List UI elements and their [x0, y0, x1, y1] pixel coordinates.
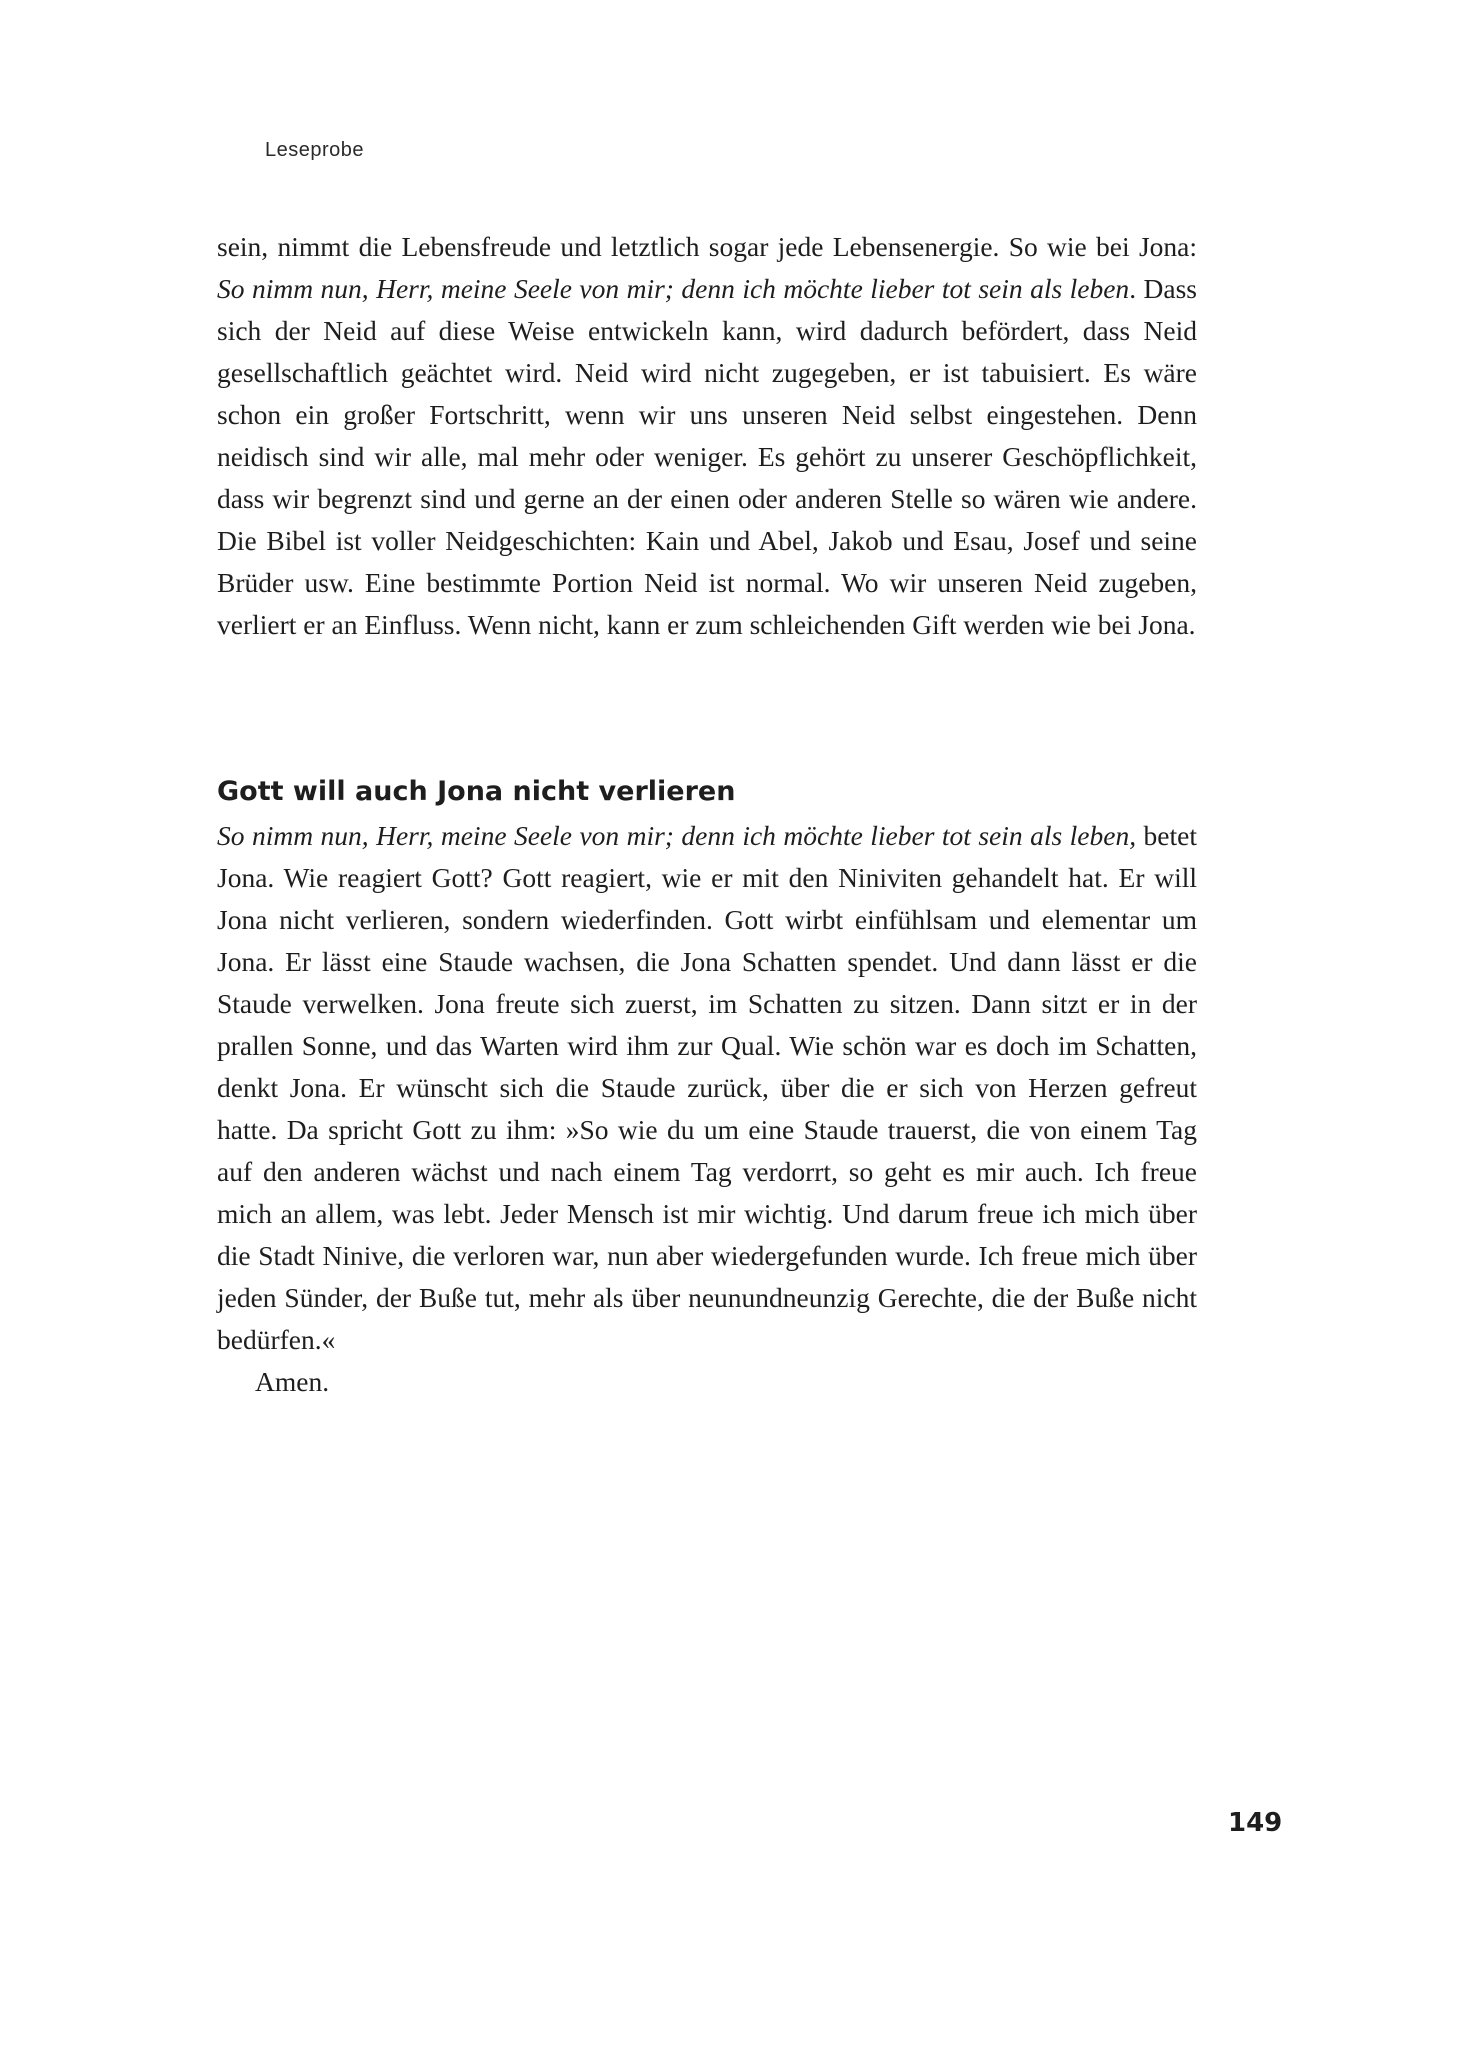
- running-head: Leseprobe: [265, 139, 365, 161]
- paragraph-god-jona: [217, 815, 1197, 1361]
- page-number: 149: [1228, 1808, 1283, 1838]
- paragraph-text: betet Jona. Wie reagiert Gott? Gott reagiert, wie er mit den Niniviten gehandelt hat. Er will Jona nicht verlieren, sondern wiederfinden. Gott wirbt einfühlsam und elementar um Jona. Er lässt eine Staude wachsen, die Jona Schatten spendet. Und dann lässt er die Staude verwelken. Jona freute sich zuerst, im Schatten zu sitzen. Dann sitzt er in der prallen Sonne, und das Warten wird ihm zur Qual. Wie schön war es doch im Schatten, denkt Jona. Er wünscht sich die Staude zurück, über die er sich von Herzen gefreut hatte. Da spricht Gott zu ihm: »So wie du um eine Staude trauerst, die von einem Tag auf den anderen wächst und nach einem Tag verdorrt, so geht es mir auch. Ich freue mich an allem, was lebt. Jeder Mensch ist mir wichtig. Und darum freue ich mich über die Stadt Ninive, die verloren war, nun aber wiedergefunden wurde. Ich freue mich über jeden Sünder, der Buße tut, mehr als über neunundneunzig Gerechte, die der Buße nicht bedürfen.«: [217, 820, 1197, 1355]
- closing-amen: Amen.: [255, 1366, 330, 1397]
- paragraph-text: sein, nimmt die Lebensfreude und letztlich sogar jede Lebensenergie. So wie bei Jona:: [217, 231, 1197, 262]
- body-text-section-2: [217, 815, 1197, 1403]
- paragraph-text: . Dass sich der Neid auf diese Weise entwickeln kann, wird dadurch befördert, dass Neid gesellschaftlich geächtet wird. Neid wird nicht zugegeben, er ist tabuisiert. Es wäre schon ein großer Fortschritt, wenn wir uns unseren Neid selbst eingestehen. Denn neidisch sind wir alle, mal mehr oder weniger. Es gehört zu unserer Geschöpflichkeit, dass wir begrenzt sind und gerne an der einen oder anderen Stelle so wären wie andere. Die Bibel ist voller Neidgeschichten: Kain und Abel, Jakob und Esau, Josef und seine Brüder usw. Eine bestimmte Portion Neid ist normal. Wo wir unseren Neid zugeben, verliert er an Einfluss. Wenn nicht, kann er zum schleichenden Gift werden wie bei Jona.: [217, 273, 1197, 640]
- body-text-section-1: [217, 226, 1197, 646]
- section-heading: Gott will auch Jona nicht verlieren: [217, 776, 736, 807]
- bible-quote: So nimm nun, Herr, meine Seele von mir; denn ich möchte lieber tot sein als leben: [217, 273, 1130, 304]
- paragraph-envy: [217, 226, 1197, 646]
- bible-quote: So nimm nun, Herr, meine Seele von mir; denn ich möchte lieber tot sein als leben,: [217, 820, 1137, 851]
